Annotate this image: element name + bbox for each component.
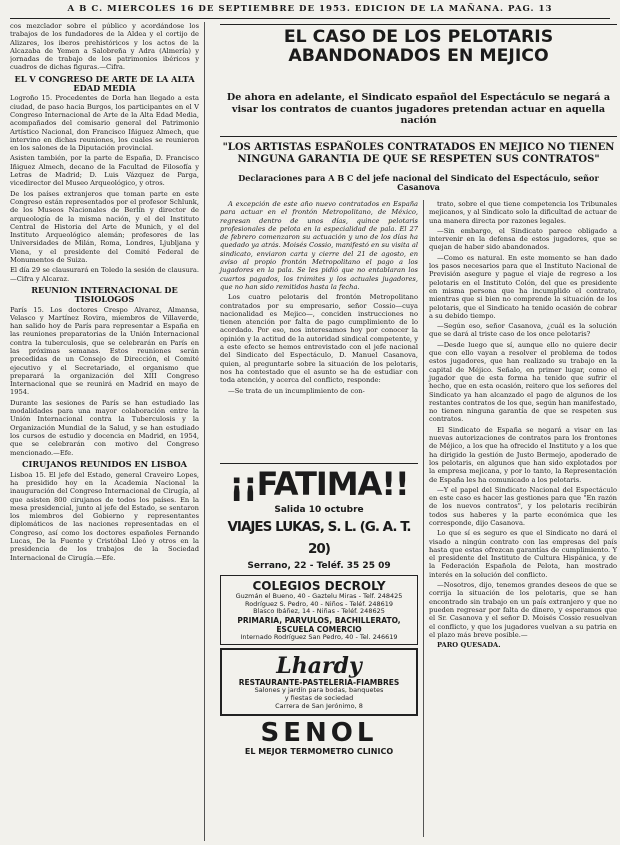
fatima-ad-date: Salida 10 octubre xyxy=(274,505,364,515)
divider xyxy=(220,136,617,137)
left-paragraph: Durante las sesiones de París se han estudiado las modalidades para una mayor colaboración entre la Unión Internacional contra la Tuberculosis y la Organización Mundial de la Salud, y se han estudiado los cursos de estudio y docencia en Madrid, en 1954, que se celebrarán con motivo del Congreso mencionado.—Efe. xyxy=(10,398,199,457)
left-column xyxy=(10,22,205,841)
byline: PARO QUESADA. xyxy=(437,641,501,650)
decroly-ad xyxy=(220,575,418,645)
body-paragraph: —Y el papel del Sindicato Nacional del Espectáculo en este caso es hacer las gestiones para que "En razón de los nuevos contratos", y los pelotaris recibirán todos sus haberes y la parte económica que les corresponde, dijo Casanova. xyxy=(429,485,617,527)
lhardy-ad-line: RESTAURANTE-PASTELERIA-FIAMBRES xyxy=(238,678,400,688)
left-paragraph: De los países extranjeros que toman parte en este Congreso están representados por el profesor Schlunk, de los Museos Nacionales de Berlín y director de arqueología de la misma nación, y el del Instituto Central de Historia del Arte de Munich, y el del Instituto Arqueológico alemán; profesores de las Universidades de Milán, Roma, Londres, Ljubljana y Viena, y el presidente del Comité Federal de Monumentos de Suiza. xyxy=(10,189,199,265)
body-paragraph: —Según eso, señor Casanova, ¿cuál es la solución que se dará al triste caso de los once pelotaris? xyxy=(429,322,617,339)
lhardy-ad-line: y fiestas de sociedad xyxy=(284,693,354,702)
decroly-ad-line: Rodríguez S. Pedro, 40 - Niños - Teléf. 248619 xyxy=(244,599,394,608)
body-paragraph: —Nosotros, dijo, tenemos grandes deseos de que se corrija la situación de los pelotaris, que se han encontrado sin trabajo en un país extranjero y que no pueden regresar por falta de dinero, y esperamos que el Sr. Casanova y el señor D. Moisés Cossio resuelvan el conflicto, y que los jugadores vuelvan a su patria en el plazo más breve posible.— xyxy=(429,581,617,639)
decroly-ad-line: Internado Rodríguez San Pedro, 40 - Tel. 246619 xyxy=(240,632,398,641)
left-heading: REUNION INTERNACIONAL DE TISIOLOGOS xyxy=(31,284,178,304)
body-paragraph: Los cuatro pelotaris del frontón Metropolitano contratados por su empresario, señor Cossio—cuya nacionalidad es Mejico—, conciden instrucciones no tienen atención por falta de pago cumplimiento de lo acordado. Por eso, nos interesamos hoy por conocer la opinión y la actitud de la autoridad sindical competente, y a este efecto se hemos entrevistado con el jefe nacional del Sindicato del Espectáculo, D. Manuel Casanova, quien, al preguntarle sobre la situación de los pelotaris, nos ha contestado que el asunto se ha de estudiar con toda atención, y acerca del conflicto, responde: xyxy=(220,293,418,385)
decroly-ad-levels: PRIMARIA, PARVULOS, BACHILLERATO, ESCUELA COMERCIO xyxy=(237,615,401,634)
intro-paragraph: A excepción de este año nuevo contratados en España para actuar en el frontón Metropolitano, de México, regresan dentro de unos días, quince pelotaris profesionales de pelota en la especialidad de pala. El 27 de febrero comenzaron su actuación y uno de los días ha quedado ya atrás. Moisés Cossio, manifestó en su visita al sindicato, enviaron carta y cierre del 21 de agosto, en aviso al propio frontón Metropolitano el pago a los jugadores en la pala. Se les pidió que no entablaran los cuartos pagados, los trámites y los actuales jugadores, que no han sido remitidos hasta la fecha. xyxy=(220,200,418,291)
decroly-ad-line: Blasco Ibáñez, 14 - Niñas - Teléf. 248625 xyxy=(253,607,385,616)
left-paragraph: Asisten también, por la parte de España, D. Francisco Iñiguez Almech, decano de la Facultad de Filosofía y Letras de Madrid; D. Luis Vázquez de Parga, vicedirector del Museo Arqueológico, y otros. xyxy=(10,154,199,188)
body-paragraph: trato, sobre el que tiene competencia los Tribunales mejicanos, y al Sindicato solo la dificultad de actuar de una manera directa por razones legales. xyxy=(429,200,617,225)
left-heading: CIRUJANOS REUNIDOS EN LISBOA xyxy=(21,458,188,469)
section-headline: "LOS ARTISTAS ESPAÑOLES CONTRATADOS EN MEJICO NO TIENEN NINGUNA GARANTIA DE QUE SE RESPETEN SUS CONTRATOS" xyxy=(222,142,615,165)
viajes-ad-name: VIAJES LUKAS, S. L. (G. A. T. 20) xyxy=(227,519,411,557)
main-subhead: De ahora en adelante, el Sindicato español del Espectáculo se negará a visar los contratos de cuantos jugadores pretendan actuar en aquella nación xyxy=(226,92,611,126)
decroly-ad-line: Guzmán el Bueno, 40 - Gaztelu Miras - Telf. 248425 xyxy=(235,592,403,600)
divider xyxy=(220,24,617,25)
divider xyxy=(220,463,418,464)
page-header: A B C. MIERCOLES 16 DE SEPTIEMBRE DE 1953. EDICION DE LA MAÑANA. PAG. 13 xyxy=(10,4,610,19)
left-paragraph: París 15. Los doctores Crespo Alvarez, Almansa, Velasco y Martínez Rovira, miembros de Villaverde, han salido hoy de París para representar a España en las reuniones preparatorias de la Unión Internacional contra la tuberculosis, que se celebrarán en París en las próximas semanas. Estos reuniones serán precedidas de un Consejo de Dirección, el Comité ejecutivo y el Secretariado, el organismo que preparará la organización del XIII Congreso Internacional que se reunirá en Madrid en mayo de 1954. xyxy=(10,305,199,397)
senol-ad-title: SENOL xyxy=(260,718,378,749)
body-paragraph: El Sindicato de España se negará a visar en las nuevas autorizaciones de contratos para los frontones de Méjico, a los que ha ofrecido el Instituto y a los que ha dirigido la gestión de Justo Bermejo, apoderado de los pelotaris, en algunos que han sido explotados por la empresa mejicana, y por lo tanto, la Representación de España les ha comunicado a los pelotaris. xyxy=(429,425,617,484)
section-subhead: Declaraciones para A B C del jefe nacional del Sindicato del Espectáculo, señor Casanova xyxy=(238,173,599,193)
body-paragraph: Lo que sí es seguro es que el Sindicato no dará el visado a ningún contrato con las empresas del país hasta que estas ofrezcan garantías de cumplimiento. Y el presidente del Instituto de Cultura Hispánica, y de la Federación Española de Pelota, han mostrado interés en la solución del conflicto. xyxy=(429,529,617,579)
left-paragraph: El día 29 se clausurará en Toledo la sesión de clausura.—Cifra y Alcaraz. xyxy=(10,266,199,283)
lhardy-logo: Lhardy xyxy=(276,653,362,680)
left-paragraph: Lisboa 15. El jefe del Estado, general Craveiro Lopes, ha presidido hoy en la Academia Nacional la inauguración del Congreso Internacional de Cirugía, al que asisten 800 cirujanos de todos los países. En la mesa presidencial, junto al jefe del Estado, se sentaron los miembros del Gobierno y representantes diplomáticos de las naciones representadas en el Congreso, así como los doctores españoles Fernando Lucas, De la Fuente y Cristóbal Lleó y otros en la presidencia de los trabajos de la Sociedad Internacional de Cirugía.—Efe. xyxy=(10,470,199,562)
body-paragraph: —Sin embargo, el Sindicato parece obligado a intervenir en la defensa de estos jugadores, que se quejan de haber sido abandonados. xyxy=(429,226,617,252)
body-paragraph: —Desde luego que sí, aunque ello no quiere decir que con ello vayan a resolver el problema de todos estos jugadores, que han realizado su trabajo en la capital de Méjico. Señalo, en primer lugar, como el jugador que de esta forma ha tenido que sufrir el hecho, que en esta ocasión, reitero que los señores del Sindicato ya han alcanzado el pago de algunos de los restantes contratos de los que, según han manifestado, no tienen ninguna garantía de que se respeten sus contratos. xyxy=(429,340,617,424)
left-heading: EL V CONGRESO DE ARTE DE LA ALTA EDAD MEDIA xyxy=(14,73,195,93)
middle-column xyxy=(220,200,418,397)
advertisements xyxy=(220,463,418,757)
lhardy-ad-line: Salones y jardín para bodas, banquetes xyxy=(254,686,384,695)
lhardy-ad xyxy=(220,648,418,716)
body-paragraph: —Como es natural. En este momento se han dado los pasos necesarios para que el Instituto Nacional de Previsión asegure y pague el viaje de regreso a los pelotaris en el Instituto Colón, del que es presidente en misma persona que ha incumplido el contrato, mientras que si bien no comprende la situación de los pelotaris, que el Sindicato ha tenido ocasión de cobrar a su debido tiempo. xyxy=(429,253,617,320)
decroly-ad-title: COLEGIOS DECROLY xyxy=(252,579,386,593)
right-column xyxy=(423,200,617,837)
lhardy-ad-line: Carrera de San Jerónimo, 8 xyxy=(275,701,363,710)
body-paragraph: —Se trata de un incumplimiento de con- xyxy=(228,386,365,395)
fatima-ad-title: ¡¡FATIMA!! xyxy=(229,465,409,503)
viajes-ad-address: Serrano, 22 - Teléf. 35 25 09 xyxy=(247,561,391,571)
main-headline: EL CASO DE LOS PELOTARIS ABANDONADOS EN MEJICO xyxy=(283,27,554,66)
left-paragraph: cos mezclador sobre el público y acordándose los trabajos de los fundadores de la Aldea y el cortijo de Alizares, los iberos prehistóricos y los actos de la Alcazaba de Yemen a Salobreña y Adra (Almería) y jornadas de trabajo de los patrimonios ibéricos y cuadros de dichas figuras.—Cifra. xyxy=(10,22,199,72)
senol-ad-tagline: EL MEJOR TERMOMETRO CLINICO xyxy=(244,747,394,757)
left-paragraph: Logroño 15. Procedentes de Dorla han llegado a esta ciudad, de paso hacia Burgos, los participantes en el V Congreso Internacional de Arte de la Alta Edad Media, acompañados del comisario general del Patrimonio Artístico Nacional, don Francisco Iñiguez Almech, que intervino en dichas reuniones, los cuales se reunieron en los salones de la Diputación provincial. xyxy=(10,94,199,153)
